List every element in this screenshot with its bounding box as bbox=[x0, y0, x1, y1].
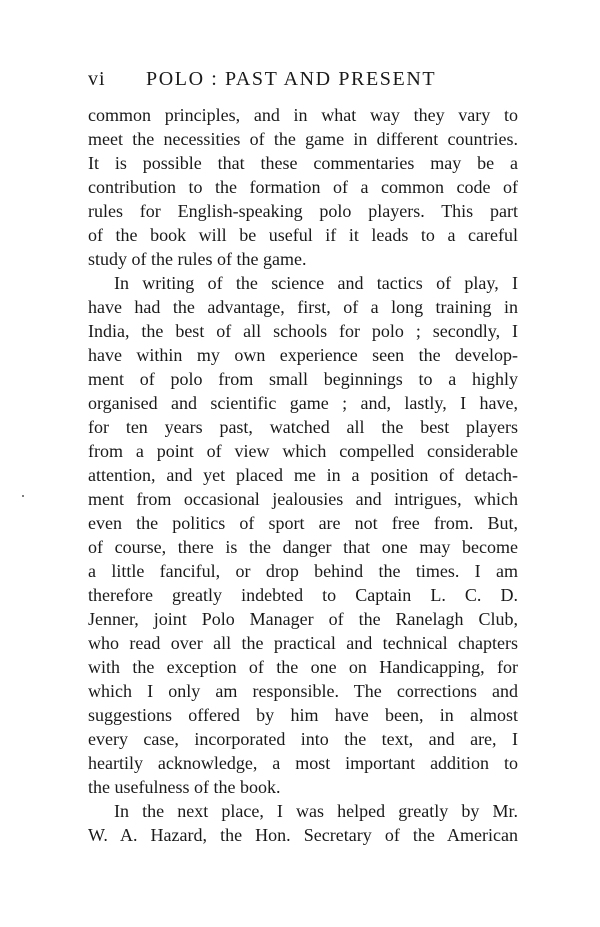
text-line: In the next place, I was helped greatly by Mr. bbox=[114, 801, 518, 821]
text-line: who read over all the practical and technical chapters bbox=[88, 633, 518, 653]
text-line: contribution to the formation of a common code of bbox=[88, 177, 518, 197]
text-line: heartily acknowledge, a most important addition to bbox=[88, 753, 518, 773]
text-line: of course, there is the danger that one may become bbox=[88, 537, 518, 557]
text-line: common principles, and in what way they vary to bbox=[88, 105, 518, 125]
text-line: ment of polo from small beginnings to a highly bbox=[88, 369, 518, 389]
text-line: with the exception of the one on Handicapping, for bbox=[88, 657, 518, 677]
text-line: attention, and yet placed me in a position of detach- bbox=[88, 465, 518, 485]
text-line: suggestions offered by him have been, in almost bbox=[88, 705, 518, 725]
text-line: which I only am responsible. The corrections and bbox=[88, 681, 518, 701]
text-line: of the book will be useful if it leads to a careful bbox=[88, 225, 518, 245]
text-line: have had the advantage, first, of a long training in bbox=[88, 297, 518, 317]
text-line: have within my own experience seen the develop- bbox=[88, 345, 518, 365]
body-text bbox=[88, 103, 518, 847]
text-line: even the politics of sport are not free from. But, bbox=[88, 513, 518, 533]
text-line: from a point of view which compelled considerable bbox=[88, 441, 518, 461]
text-line: It is possible that these commentaries may be a bbox=[88, 153, 518, 173]
text-line: organised and scientific game ; and, lastly, I have, bbox=[88, 393, 518, 413]
text-line: meet the necessities of the game in different countries. bbox=[88, 129, 518, 149]
running-title: POLO : PAST AND PRESENT bbox=[146, 68, 437, 90]
text-line: India, the best of all schools for polo ; secondly, I bbox=[88, 321, 518, 341]
margin-speck bbox=[22, 495, 24, 497]
text-line: W. A. Hazard, the Hon. Secretary of the American bbox=[88, 825, 518, 845]
text-line: Jenner, joint Polo Manager of the Ranelagh Club, bbox=[88, 609, 518, 629]
text-line: therefore greatly indebted to Captain L. C. D. bbox=[88, 585, 518, 605]
text-line: In writing of the science and tactics of play, I bbox=[114, 273, 518, 293]
text-line: rules for English-speaking polo players. This part bbox=[88, 201, 518, 221]
text-line: every case, incorporated into the text, and are, I bbox=[88, 729, 518, 749]
page-number: vi bbox=[88, 68, 106, 90]
text-line: study of the rules of the game. bbox=[88, 249, 307, 269]
text-line: a little fanciful, or drop behind the times. I am bbox=[88, 561, 518, 581]
page-header bbox=[88, 68, 518, 96]
text-line: ment from occasional jealousies and intrigues, which bbox=[88, 489, 518, 509]
text-line: for ten years past, watched all the best players bbox=[88, 417, 518, 437]
text-line: the usefulness of the book. bbox=[88, 777, 281, 797]
